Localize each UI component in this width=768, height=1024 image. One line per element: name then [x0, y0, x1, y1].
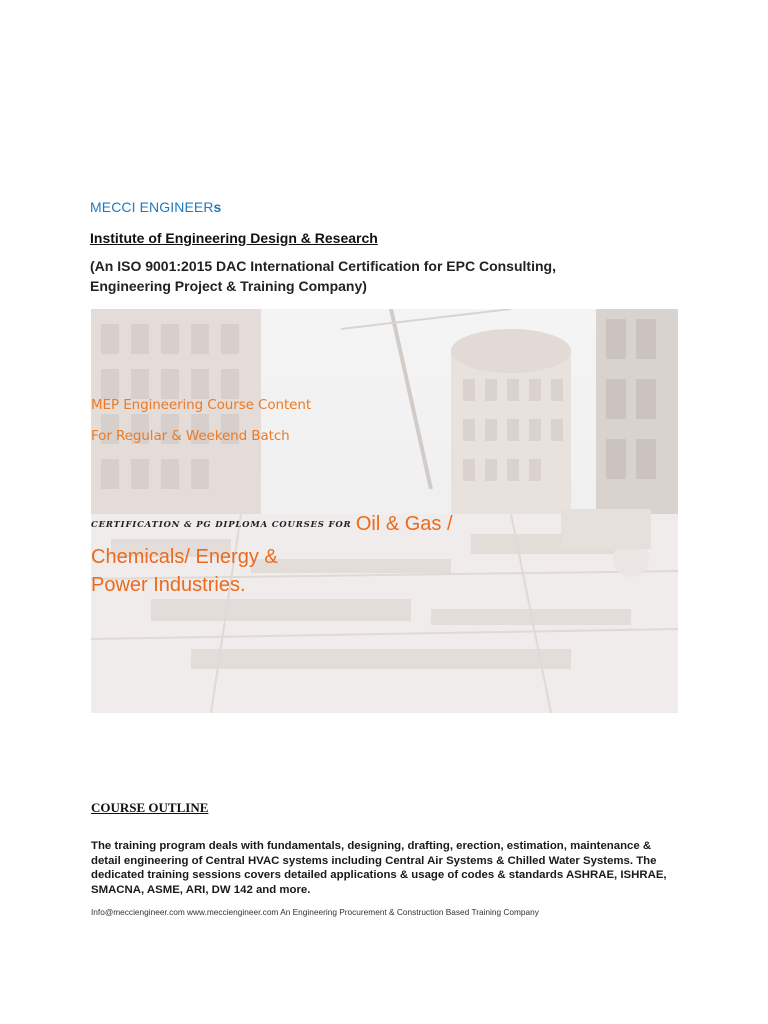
certification-line — [91, 513, 453, 536]
brand-name-main: MECCI ENGINEER — [90, 199, 214, 215]
industries-line-2: Power Industries. — [91, 574, 246, 596]
brand-name — [90, 199, 221, 215]
iso-statement — [90, 256, 710, 296]
course-outline-body: The training program deals with fundamentals, designing, drafting, erection, estimation, maintenance & detail engineering of Central HVAC systems including Central Air Systems & Chilled Water Systems. The dedicated training sessions covers detailed applications & usage of codes & standards ASHRAE, ISHRAE, SMACNA, ASME, ARI, DW 142 and more. — [91, 840, 667, 896]
course-title: MEP Engineering Course Content — [91, 397, 312, 413]
institute-title: Institute of Engineering Design & Research — [90, 230, 378, 246]
certification-highlight: Oil & Gas / — [355, 513, 453, 535]
certification-prefix: CERTIFICATION & PG DIPLOMA COURSES FOR — [91, 520, 352, 530]
footer-contact: Info@mecciengineer.com www.mecciengineer.com An Engineering Procurement & Construction Based Training Company — [91, 907, 539, 917]
course-outline-title: COURSE OUTLINE — [91, 800, 209, 815]
hero-construction-image — [91, 309, 678, 713]
iso-line-2: Engineering Project & Training Company) — [90, 278, 367, 294]
industries-line-1: Chemicals/ Energy & — [91, 546, 278, 568]
construction-site-illustration — [91, 309, 678, 713]
industries-heading — [91, 543, 278, 599]
iso-line-1: (An ISO 9001:2015 DAC International Certification for EPC Consulting, — [90, 258, 556, 274]
batch-label: For Regular & Weekend Batch — [91, 428, 290, 444]
brand-name-suffix: s — [213, 199, 222, 215]
